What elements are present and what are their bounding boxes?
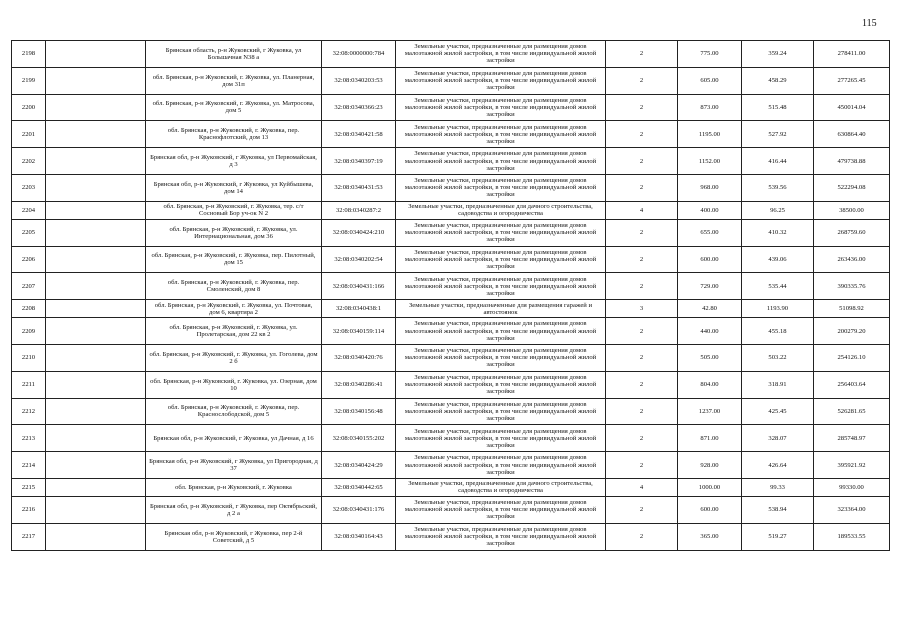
table-row bbox=[12, 201, 890, 219]
address-cell: Брянская обл, р-н Жуковский, г Жуковка, ул Дачная, д 16 bbox=[146, 425, 322, 452]
table-row bbox=[12, 371, 890, 398]
blank-cell bbox=[46, 67, 146, 94]
cadastral-number-cell: 32:08:0340438:1 bbox=[322, 300, 396, 318]
cadastral-number-cell: 32:08:0340431:176 bbox=[322, 496, 396, 523]
blank-cell bbox=[46, 478, 146, 496]
row-number-cell: 2215 bbox=[12, 478, 46, 496]
group-cell: 2 bbox=[606, 67, 678, 94]
cadastral-number-cell: 32:08:0340287:2 bbox=[322, 201, 396, 219]
cadastral-value-cell: 323364.00 bbox=[814, 496, 890, 523]
rate-cell: 96.25 bbox=[742, 201, 814, 219]
address-cell: обл. Брянская, р-н Жуковский, г. Жуковка, ул. Планерная, дом 31п bbox=[146, 67, 322, 94]
rate-cell: 503.22 bbox=[742, 344, 814, 371]
land-category-cell: Земельные участки, предназначенные для размещения домов малоэтажной жилой застройки, в том числе индивидуальной жилой застройки bbox=[396, 174, 606, 201]
address-cell: обл. Брянская, р-н Жуковский, г. Жуковка, ул. Почтовая, дом 6, квартира 2 bbox=[146, 300, 322, 318]
address-cell: Брянская обл, р-н Жуковский, г Жуковка, пер Октябрьский, д 2 а bbox=[146, 496, 322, 523]
land-category-cell: Земельные участки, предназначенные для размещения домов малоэтажной жилой застройки, в том числе индивидуальной жилой застройки bbox=[396, 425, 606, 452]
cadastral-value-cell: 278411.00 bbox=[814, 41, 890, 68]
area-cell: 440.00 bbox=[678, 318, 742, 345]
cadastral-value-cell: 390335.76 bbox=[814, 273, 890, 300]
address-cell: Брянская обл, р-н Жуковский, г Жуковка, ул Куйбышева, дом 14 bbox=[146, 174, 322, 201]
table-body bbox=[12, 41, 890, 551]
blank-cell bbox=[46, 174, 146, 201]
land-category-cell: Земельные участки, предназначенные для размещения домов малоэтажной жилой застройки, в том числе индивидуальной жилой застройки bbox=[396, 273, 606, 300]
cadastral-number-cell: 32:08:0340421:58 bbox=[322, 121, 396, 148]
row-number-cell: 2203 bbox=[12, 174, 46, 201]
blank-cell bbox=[46, 201, 146, 219]
cadastral-value-cell: 256403.64 bbox=[814, 371, 890, 398]
cadastral-number-cell: 32:08:0000000:784 bbox=[322, 41, 396, 68]
area-cell: 1152.00 bbox=[678, 148, 742, 175]
rate-cell: 455.18 bbox=[742, 318, 814, 345]
address-cell: обл. Брянская, р-н Жуковский, г. Жуковка, ул. Интернациональная, дом 36 bbox=[146, 219, 322, 246]
cadastral-value-cell: 522294.08 bbox=[814, 174, 890, 201]
cadastral-value-cell: 450014.04 bbox=[814, 94, 890, 121]
group-cell: 2 bbox=[606, 318, 678, 345]
group-cell: 2 bbox=[606, 398, 678, 425]
address-cell: обл. Брянская, р-н Жуковский, г. Жуковка, ул. Гоголева, дом 2 б bbox=[146, 344, 322, 371]
rate-cell: 515.48 bbox=[742, 94, 814, 121]
address-cell: обл. Брянская, р-н Жуковский, г. Жуковка, пер. Краснофлотский, дом 13 bbox=[146, 121, 322, 148]
address-cell: обл. Брянская, р-н Жуковский, г. Жуковка bbox=[146, 478, 322, 496]
blank-cell bbox=[46, 398, 146, 425]
area-cell: 600.00 bbox=[678, 496, 742, 523]
table-row bbox=[12, 41, 890, 68]
row-number-cell: 2214 bbox=[12, 452, 46, 479]
blank-cell bbox=[46, 273, 146, 300]
table-row bbox=[12, 219, 890, 246]
table-row bbox=[12, 148, 890, 175]
row-number-cell: 2198 bbox=[12, 41, 46, 68]
cadastral-number-cell: 32:08:0340366:23 bbox=[322, 94, 396, 121]
row-number-cell: 2202 bbox=[12, 148, 46, 175]
row-number-cell: 2216 bbox=[12, 496, 46, 523]
area-cell: 1195.00 bbox=[678, 121, 742, 148]
group-cell: 2 bbox=[606, 344, 678, 371]
land-category-cell: Земельные участки, предназначенные для размещения домов малоэтажной жилой застройки, в том числе индивидуальной жилой застройки bbox=[396, 94, 606, 121]
cadastral-number-cell: 32:08:0340202:54 bbox=[322, 246, 396, 273]
land-category-cell: Земельные участки, предназначенные для дачного строительства, садоводства и огородничества bbox=[396, 478, 606, 496]
land-category-cell: Земельные участки, предназначенные для дачного строительства, садоводства и огородничества bbox=[396, 201, 606, 219]
row-number-cell: 2217 bbox=[12, 523, 46, 550]
cadastral-number-cell: 32:08:0340431:53 bbox=[322, 174, 396, 201]
cadastral-number-cell: 32:08:0340420:76 bbox=[322, 344, 396, 371]
rate-cell: 527.92 bbox=[742, 121, 814, 148]
table-row bbox=[12, 94, 890, 121]
table-row bbox=[12, 67, 890, 94]
land-register-table bbox=[11, 40, 890, 551]
table-row bbox=[12, 398, 890, 425]
cadastral-value-cell: 51098.92 bbox=[814, 300, 890, 318]
table-row bbox=[12, 452, 890, 479]
table-row bbox=[12, 523, 890, 550]
address-cell: Брянская обл, р-н Жуковский, г Жуковка, пер 2-й Советский, д 5 bbox=[146, 523, 322, 550]
land-category-cell: Земельные участки, предназначенные для размещения домов малоэтажной жилой застройки, в том числе индивидуальной жилой застройки bbox=[396, 67, 606, 94]
cadastral-value-cell: 263436.00 bbox=[814, 246, 890, 273]
address-cell: обл. Брянская, р-н Жуковский, г. Жуковка, пер. Смоленский, дом 8 bbox=[146, 273, 322, 300]
table-row bbox=[12, 318, 890, 345]
group-cell: 2 bbox=[606, 41, 678, 68]
area-cell: 400.00 bbox=[678, 201, 742, 219]
rate-cell: 439.06 bbox=[742, 246, 814, 273]
blank-cell bbox=[46, 246, 146, 273]
row-number-cell: 2209 bbox=[12, 318, 46, 345]
group-cell: 4 bbox=[606, 478, 678, 496]
blank-cell bbox=[46, 425, 146, 452]
area-cell: 605.00 bbox=[678, 67, 742, 94]
area-cell: 655.00 bbox=[678, 219, 742, 246]
blank-cell bbox=[46, 371, 146, 398]
cadastral-number-cell: 32:08:0340164:43 bbox=[322, 523, 396, 550]
group-cell: 2 bbox=[606, 121, 678, 148]
cadastral-value-cell: 479738.88 bbox=[814, 148, 890, 175]
group-cell: 2 bbox=[606, 425, 678, 452]
area-cell: 729.00 bbox=[678, 273, 742, 300]
table-row bbox=[12, 273, 890, 300]
cadastral-value-cell: 38500.00 bbox=[814, 201, 890, 219]
area-cell: 873.00 bbox=[678, 94, 742, 121]
rate-cell: 425.45 bbox=[742, 398, 814, 425]
cadastral-value-cell: 200279.20 bbox=[814, 318, 890, 345]
cadastral-number-cell: 32:08:0340155:202 bbox=[322, 425, 396, 452]
group-cell: 2 bbox=[606, 148, 678, 175]
table-row bbox=[12, 496, 890, 523]
rate-cell: 99.33 bbox=[742, 478, 814, 496]
land-category-cell: Земельные участки, предназначенные для размещения домов малоэтажной жилой застройки, в том числе индивидуальной жилой застройки bbox=[396, 371, 606, 398]
group-cell: 2 bbox=[606, 371, 678, 398]
address-cell: Брянская обл, р-н Жуковский, г Жуковка, ул Пригородная, д 37 bbox=[146, 452, 322, 479]
cadastral-number-cell: 32:08:0340397:19 bbox=[322, 148, 396, 175]
rate-cell: 328.07 bbox=[742, 425, 814, 452]
land-category-cell: Земельные участки, предназначенные для размещения гаражей и автостоянок bbox=[396, 300, 606, 318]
address-cell: обл. Брянская, р-н Жуковский, г. Жуковка, тер. с/т Сосновый Бор уч-ок N 2 bbox=[146, 201, 322, 219]
land-category-cell: Земельные участки, предназначенные для размещения домов малоэтажной жилой застройки, в том числе индивидуальной жилой застройки bbox=[396, 318, 606, 345]
cadastral-number-cell: 32:08:0340286:41 bbox=[322, 371, 396, 398]
group-cell: 2 bbox=[606, 273, 678, 300]
group-cell: 2 bbox=[606, 523, 678, 550]
blank-cell bbox=[46, 121, 146, 148]
land-category-cell: Земельные участки, предназначенные для размещения домов малоэтажной жилой застройки, в том числе индивидуальной жилой застройки bbox=[396, 219, 606, 246]
page-number: 115 bbox=[862, 18, 877, 29]
cadastral-value-cell: 285748.97 bbox=[814, 425, 890, 452]
land-category-cell: Земельные участки, предназначенные для размещения домов малоэтажной жилой застройки, в том числе индивидуальной жилой застройки bbox=[396, 344, 606, 371]
rate-cell: 1193.90 bbox=[742, 300, 814, 318]
row-number-cell: 2205 bbox=[12, 219, 46, 246]
cadastral-number-cell: 32:08:0340442:65 bbox=[322, 478, 396, 496]
group-cell: 3 bbox=[606, 300, 678, 318]
group-cell: 2 bbox=[606, 219, 678, 246]
land-category-cell: Земельные участки, предназначенные для размещения домов малоэтажной жилой застройки, в том числе индивидуальной жилой застройки bbox=[396, 496, 606, 523]
rate-cell: 410.32 bbox=[742, 219, 814, 246]
land-category-cell: Земельные участки, предназначенные для размещения домов малоэтажной жилой застройки, в том числе индивидуальной жилой застройки bbox=[396, 246, 606, 273]
land-category-cell: Земельные участки, предназначенные для размещения домов малоэтажной жилой застройки, в том числе индивидуальной жилой застройки bbox=[396, 148, 606, 175]
blank-cell bbox=[46, 300, 146, 318]
table-row bbox=[12, 425, 890, 452]
group-cell: 2 bbox=[606, 174, 678, 201]
land-category-cell: Земельные участки, предназначенные для размещения домов малоэтажной жилой застройки, в том числе индивидуальной жилой застройки bbox=[396, 121, 606, 148]
cadastral-number-cell: 32:08:0340159:114 bbox=[322, 318, 396, 345]
cadastral-value-cell: 268759.60 bbox=[814, 219, 890, 246]
address-cell: обл. Брянская, р-н Жуковский, г. Жуковка, ул. Пролетарская, дом 22 кв 2 bbox=[146, 318, 322, 345]
blank-cell bbox=[46, 219, 146, 246]
row-number-cell: 2206 bbox=[12, 246, 46, 273]
land-category-cell: Земельные участки, предназначенные для размещения домов малоэтажной жилой застройки, в том числе индивидуальной жилой застройки bbox=[396, 398, 606, 425]
cadastral-value-cell: 395921.92 bbox=[814, 452, 890, 479]
area-cell: 505.00 bbox=[678, 344, 742, 371]
group-cell: 4 bbox=[606, 201, 678, 219]
rate-cell: 539.56 bbox=[742, 174, 814, 201]
rate-cell: 359.24 bbox=[742, 41, 814, 68]
area-cell: 1000.00 bbox=[678, 478, 742, 496]
rate-cell: 538.94 bbox=[742, 496, 814, 523]
area-cell: 365.00 bbox=[678, 523, 742, 550]
group-cell: 2 bbox=[606, 246, 678, 273]
blank-cell bbox=[46, 148, 146, 175]
land-category-cell: Земельные участки, предназначенные для размещения домов малоэтажной жилой застройки, в том числе индивидуальной жилой застройки bbox=[396, 452, 606, 479]
row-number-cell: 2208 bbox=[12, 300, 46, 318]
cadastral-value-cell: 189533.55 bbox=[814, 523, 890, 550]
blank-cell bbox=[46, 318, 146, 345]
cadastral-value-cell: 630864.40 bbox=[814, 121, 890, 148]
area-cell: 871.00 bbox=[678, 425, 742, 452]
cadastral-number-cell: 32:08:0340203:53 bbox=[322, 67, 396, 94]
address-cell: Брянская область, р-н Жуковский, г Жуковка, ул Большачная N38 а bbox=[146, 41, 322, 68]
rate-cell: 519.27 bbox=[742, 523, 814, 550]
rate-cell: 535.44 bbox=[742, 273, 814, 300]
area-cell: 928.00 bbox=[678, 452, 742, 479]
group-cell: 2 bbox=[606, 94, 678, 121]
land-category-cell: Земельные участки, предназначенные для размещения домов малоэтажной жилой застройки, в том числе индивидуальной жилой застройки bbox=[396, 41, 606, 68]
blank-cell bbox=[46, 452, 146, 479]
row-number-cell: 2210 bbox=[12, 344, 46, 371]
row-number-cell: 2207 bbox=[12, 273, 46, 300]
area-cell: 968.00 bbox=[678, 174, 742, 201]
row-number-cell: 2212 bbox=[12, 398, 46, 425]
row-number-cell: 2213 bbox=[12, 425, 46, 452]
rate-cell: 458.29 bbox=[742, 67, 814, 94]
row-number-cell: 2204 bbox=[12, 201, 46, 219]
cadastral-value-cell: 277265.45 bbox=[814, 67, 890, 94]
address-cell: обл. Брянская, р-н Жуковский, г. Жуковка, ул. Озерная, дом 10 bbox=[146, 371, 322, 398]
table-row bbox=[12, 174, 890, 201]
rate-cell: 318.91 bbox=[742, 371, 814, 398]
row-number-cell: 2201 bbox=[12, 121, 46, 148]
row-number-cell: 2211 bbox=[12, 371, 46, 398]
cadastral-number-cell: 32:08:0340424:210 bbox=[322, 219, 396, 246]
cadastral-number-cell: 32:08:0340431:166 bbox=[322, 273, 396, 300]
row-number-cell: 2199 bbox=[12, 67, 46, 94]
table-row bbox=[12, 121, 890, 148]
cadastral-number-cell: 32:08:0340424:29 bbox=[322, 452, 396, 479]
address-cell: обл. Брянская, р-н Жуковский, г. Жуковка, ул. Матросова, дом 5 bbox=[146, 94, 322, 121]
cadastral-number-cell: 32:08:0340156:48 bbox=[322, 398, 396, 425]
area-cell: 42.80 bbox=[678, 300, 742, 318]
cadastral-value-cell: 254126.10 bbox=[814, 344, 890, 371]
area-cell: 775.00 bbox=[678, 41, 742, 68]
table-row bbox=[12, 344, 890, 371]
area-cell: 1237.00 bbox=[678, 398, 742, 425]
address-cell: обл. Брянская, р-н Жуковский, г. Жуковка, пер. Краснослободской, дом 5 bbox=[146, 398, 322, 425]
blank-cell bbox=[46, 41, 146, 68]
cadastral-value-cell: 99330.00 bbox=[814, 478, 890, 496]
blank-cell bbox=[46, 523, 146, 550]
blank-cell bbox=[46, 94, 146, 121]
area-cell: 804.00 bbox=[678, 371, 742, 398]
group-cell: 2 bbox=[606, 496, 678, 523]
row-number-cell: 2200 bbox=[12, 94, 46, 121]
group-cell: 2 bbox=[606, 452, 678, 479]
table-row bbox=[12, 246, 890, 273]
rate-cell: 426.64 bbox=[742, 452, 814, 479]
address-cell: Брянская обл, р-н Жуковский, г Жуковка, ул Первомайская, д 3 bbox=[146, 148, 322, 175]
table-row bbox=[12, 478, 890, 496]
blank-cell bbox=[46, 496, 146, 523]
blank-cell bbox=[46, 344, 146, 371]
land-category-cell: Земельные участки, предназначенные для размещения домов малоэтажной жилой застройки, в том числе индивидуальной жилой застройки bbox=[396, 523, 606, 550]
cadastral-value-cell: 526281.65 bbox=[814, 398, 890, 425]
rate-cell: 416.44 bbox=[742, 148, 814, 175]
area-cell: 600.00 bbox=[678, 246, 742, 273]
address-cell: обл. Брянская, р-н Жуковский, г. Жуковка, пер. Пилотный, дом 15 bbox=[146, 246, 322, 273]
table-row bbox=[12, 300, 890, 318]
